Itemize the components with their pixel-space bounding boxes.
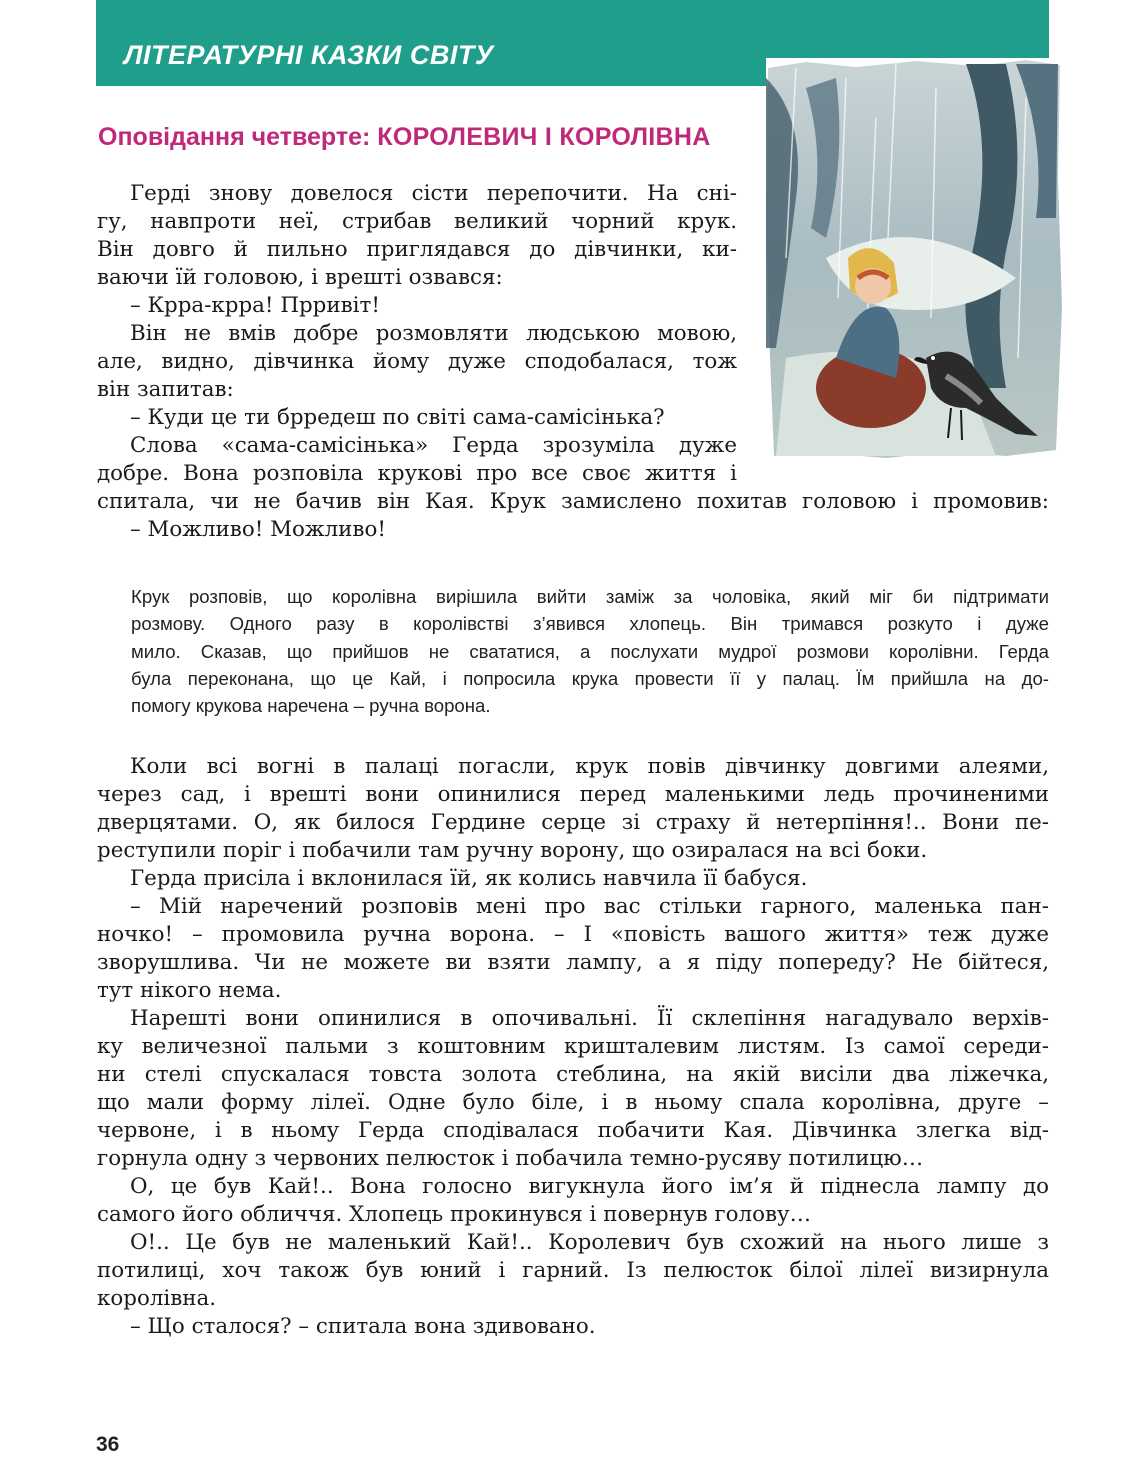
paragraph-line: О!.. Це був не маленький Кай!.. Королевич був схожий на нього лише з: [130, 1230, 1049, 1255]
story-title: [98, 123, 711, 152]
paragraph-line: але, видно, дівчинка йому дуже сподобалася, тож: [97, 349, 737, 374]
story-text-top-wide: [97, 488, 1049, 544]
summary-line: помогу крукова наречена – ручна ворона.: [131, 695, 491, 717]
paragraph-line: О, це був Кай!.. Вона голосно вигукнула його ім’я й піднесла лампу до: [130, 1174, 1049, 1199]
paragraph-line: добре. Вона розповіла крукові про все своє життя і: [97, 461, 737, 486]
girl-and-crow-illustration: [766, 58, 1062, 470]
paragraph-line: – Крра-крра! Прривіт!: [130, 293, 380, 318]
paragraph-line: – Що сталося? – спитала вона здивовано.: [130, 1314, 596, 1339]
paragraph-line: через сад, і врешті вони опинилися перед маленькими ледь прочиненими: [97, 782, 1049, 807]
paragraph-line: – Можливо! Можливо!: [130, 517, 386, 542]
paragraph-line: Герда присіла і вклонилася їй, як колись навчила її бабуся.: [130, 866, 808, 891]
paragraph-line: Нарешті вони опинилися в опочивальні. Її склепіння нагадувало верхів-: [130, 1006, 1049, 1031]
section-title: ЛІТЕРАТУРНІ КАЗКИ СВІТУ: [124, 40, 494, 70]
paragraph-line: він запитав:: [97, 377, 234, 402]
page-number: 36: [96, 1433, 120, 1456]
story-text-top: [97, 180, 737, 488]
summary-line: мило. Сказав, що прийшов не свататися, а послухати мудрої розмови королівни. Герда: [131, 640, 1049, 662]
paragraph-line: ни стелі спускалася товста золота стеблина, на якій висіли два ліжечка,: [97, 1062, 1049, 1087]
paragraph-line: самого його обличчя. Хлопець прокинувся і повернув голову…: [97, 1202, 811, 1227]
paragraph-line: – Мій наречений розповів мені про вас стільки гарного, маленька пан-: [130, 894, 1049, 919]
summary-line: Крук розповів, що королівна вирішила вийти заміж за чоловіка, який міг би підтримати: [131, 586, 1049, 607]
paragraph-line: Герді знову довелося сісти перепочити. На сні-: [130, 181, 737, 206]
paragraph-line: – Куди це ти брредеш по світі сама-самісінька?: [130, 405, 665, 430]
paragraph-line: гу, навпроти неї, стрибав великий чорний крук.: [97, 209, 737, 234]
paragraph-line: зворушлива. Чи не можете ви взяти лампу, а я піду попереду? Не бійтеся,: [97, 950, 1049, 975]
paragraph-line: Він не вмів добре розмовляти людською мовою,: [130, 321, 737, 346]
paragraph-line: Він довго й пильно приглядався до дівчинки, ки-: [97, 237, 737, 262]
paragraph-line: ночко! – промовила ручна ворона. – І «повість вашого життя» теж дуже: [97, 922, 1049, 947]
paragraph-line: дверцятами. О, як билося Гердине серце зі страху й нетерпіння!.. Вони пе-: [97, 810, 1049, 835]
paragraph-line: Коли всі вогні в палаці погасли, крук повів дівчинку довгими алеями,: [130, 754, 1049, 779]
paragraph-line: горнула одну з червоних пелюсток і побачила темно-русяву потилицю…: [97, 1146, 924, 1171]
paragraph-line: що мали форму лілеї. Одне було біле, і в ньому спала королівна, друге –: [97, 1090, 1049, 1115]
paragraph-line: королівна.: [97, 1286, 217, 1311]
paragraph-line: спитала, чи не бачив він Кая. Крук замислено похитав головою і промовив:: [97, 489, 1049, 514]
paragraph-line: реступили поріг і побачили там ручну ворону, що озиралася на всі боки.: [97, 838, 928, 863]
paragraph-line: тут нікого нема.: [97, 978, 282, 1003]
story-title-main: КОРОЛЕВИЧ І КОРОЛІВНА: [377, 123, 711, 151]
summary-line: розмову. Одного разу в королівстві з’явився хлопець. Він тримався розкуто і дуже: [131, 613, 1049, 635]
summary-box: [131, 583, 1049, 719]
paragraph-line: ку величезної пальми з коштовним кришталевим листям. Із самої середи-: [97, 1034, 1049, 1059]
paragraph-line: ваючи їй головою, і врешті озвався:: [97, 265, 503, 290]
paragraph-line: потилиці, хоч також був юний і гарний. Із пелюсток білої лілеї визирнула: [97, 1258, 1049, 1283]
summary-line: була переконана, що це Кай, і попросила крука провести її у палац. Їм прийшла на до-: [131, 667, 1049, 689]
paragraph-line: червоне, і в ньому Герда сподівалася побачити Кая. Дівчинка злегка від-: [97, 1118, 1049, 1143]
story-title-prefix: Оповідання четверте:: [98, 123, 378, 151]
paragraph-line: Слова «сама-самісінька» Герда зрозуміла дуже: [130, 433, 737, 458]
story-text-bottom: [97, 753, 1049, 1341]
